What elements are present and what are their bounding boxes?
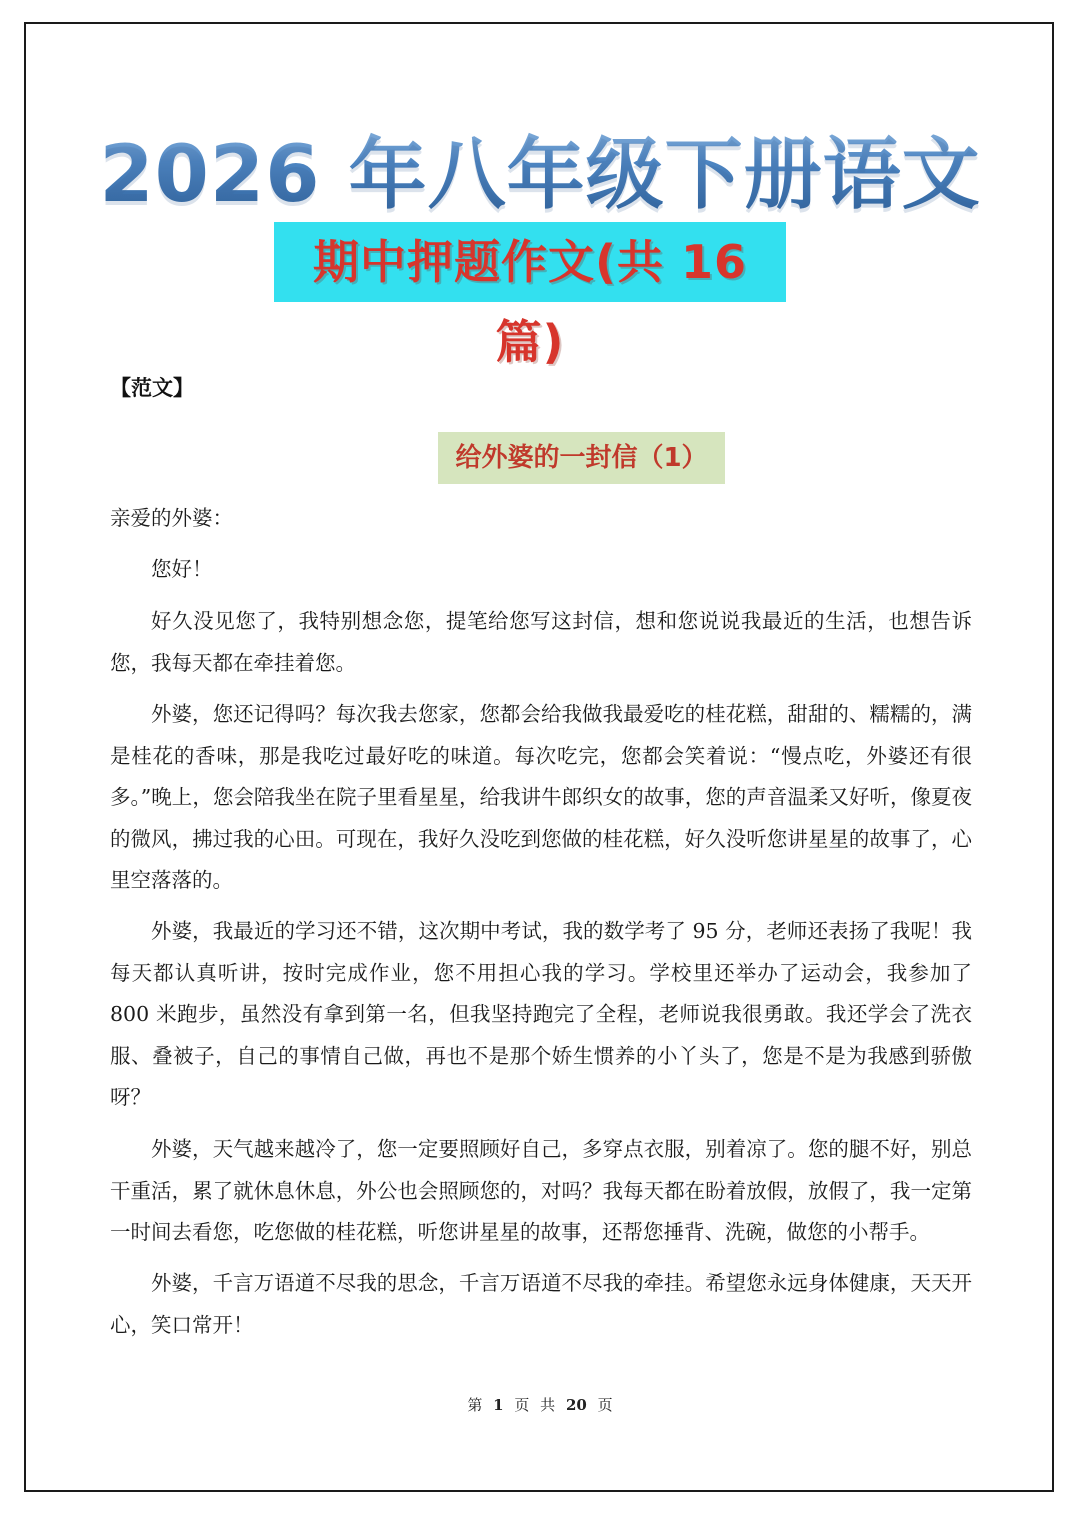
document-subtitle: 期中押题作文(共 16 篇) [274, 222, 786, 302]
essay-paragraph: 好久没见您了，我特别想念您，提笔给您写这封信，想和您说说我最近的生活，也想告诉您，我每天都在牵挂着您。 [110, 609, 972, 675]
letter-salutation: 亲爱的外婆： [110, 506, 233, 530]
essay-title: 给外婆的一封信（1） [438, 432, 725, 484]
page-footer [0, 1394, 1080, 1415]
letter-greeting: 您好！ [151, 557, 213, 581]
essay-paragraph: 外婆，千言万语道不尽我的思念，千言万语道不尽我的牵挂。希望您永远身体健康，天天开心，笑口常开！ [110, 1271, 972, 1337]
essay-paragraph: 外婆，您还记得吗？每次我去您家，您都会给我做我最爱吃的桂花糕，甜甜的、糯糯的，满是桂花的香味，那是我吃过最好吃的味道。每次吃完，您都会笑着说：“慢点吃，外婆还有很多。”晚上，您会陪我坐在院子里看星星，给我讲牛郎织女的故事，您的声音温柔又好听，像夏夜的微风，拂过我的心田。可现在，我好久没吃到您做的桂花糕，好久没听您讲星星的故事了，心里空落落的。 [110, 702, 972, 892]
footer-middle: 页 共 [514, 1396, 556, 1414]
document-main-title: 2026 年八年级下册语文 [0, 112, 1080, 224]
essay-paragraph: 外婆，我最近的学习还不错，这次期中考试，我的数学考了 95 分，老师还表扬了我呢！我每天都认真听讲，按时完成作业，您不用担心我的学习。学校里还举办了运动会，我参加了 800 米跑步，虽然没有拿到第一名，但我坚持跑完了全程，老师说我很勇敢。我还学会了洗衣服、叠被子，自己的事情自己做，再也不是那个娇生惯养的小丫头了，您是不是为我感到骄傲呀？ [110, 919, 972, 1109]
footer-current-page: 1 [493, 1396, 504, 1414]
section-label: 【范文】 [110, 375, 194, 400]
footer-prefix: 第 [467, 1396, 483, 1414]
footer-total-pages: 20 [565, 1396, 587, 1414]
footer-suffix: 页 [597, 1396, 613, 1414]
essay-paragraph: 外婆，天气越来越冷了，您一定要照顾好自己，多穿点衣服，别着凉了。您的腿不好，别总干重活，累了就休息休息，外公也会照顾您的，对吗？我每天都在盼着放假，放假了，我一定第一时间去看您，吃您做的桂花糕，听您讲星星的故事，还帮您捶背、洗碗，做您的小帮手。 [110, 1137, 972, 1244]
